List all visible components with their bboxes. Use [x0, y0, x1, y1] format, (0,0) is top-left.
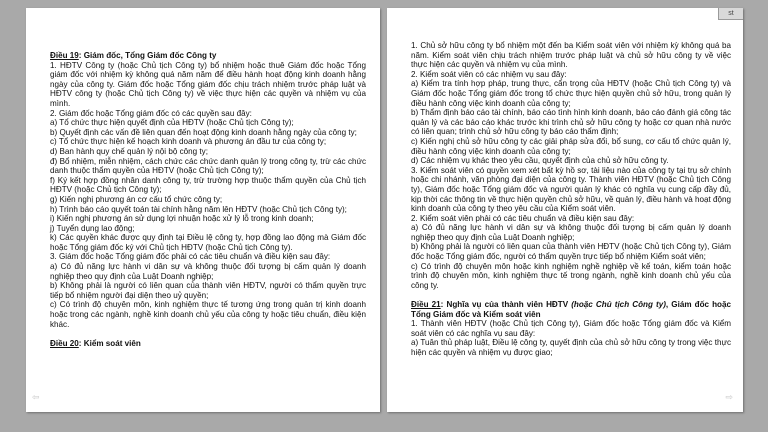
paragraph-line: 3. Kiểm soát viên có quyền xem xét bất kỳ hồ sơ, tài liệu nào của công ty tại trụ sở chính hoặc chi nhánh, văn phòng đại diện của công ty. Thành viên HĐTV (hoặc Chủ tịch Công ty), Giám đốc hoặc Tổng giám đốc và người quản lý khác có nghĩa vụ cung cấp đầy đủ, kịp thời các thông tin về thực hiện quyền chủ sở hữu, về quản lý, điều hành và hoạt động kinh doanh của công ty theo yêu cầu của Kiểm soát viên.: [411, 165, 731, 214]
paragraph-line: c) Có trình độ chuyên môn hoặc kinh nghiệm nghề nghiệp về kế toán, kiểm toán hoặc trình độ chuyên môn, kinh nghiệm thực tế trong ngành, nghề kinh doanh chủ yếu của công ty.: [411, 261, 731, 290]
paragraph-line: b) Thẩm định báo cáo tài chính, báo cáo tình hình kinh doanh, báo cáo đánh giá công tác quản lý và các báo cáo khác trước khi trình chủ sở hữu công ty hoặc cơ quan nhà nước có liên quan; trình chủ sở hữu công ty báo cáo thẩm định;: [411, 108, 731, 137]
paragraph-line: a) Kiểm tra tính hợp pháp, trung thực, cẩn trọng của HĐTV (hoặc Chủ tịch Công ty) và Giám đốc hoặc Tổng giám đốc trong tổ chức thực hiện quyền chủ sở hữu, trong quản lý điều hành công việc kinh doanh của công ty;: [411, 79, 731, 108]
paragraph-line: c) Có trình độ chuyên môn, kinh nghiệm thực tế tương ứng trong quản trị kinh doanh hoặc trong các ngành, nghề kinh doanh chủ yếu của công ty hoặc tiêu chuẩn, điều kiện khác.: [50, 300, 366, 329]
paragraph-line: b) Quyết định các vấn đề liên quan đến hoạt động kinh doanh hằng ngày của công ty;: [50, 127, 357, 137]
paragraph-line: a) Có đủ năng lực hành vi dân sự và không thuộc đối tượng bị cấm quản lý doanh nghiệp theo quy định của Luật Doanh nghiệp;: [411, 223, 731, 242]
paragraph-line: a) Tổ chức thực hiện quyết định của HĐTV (hoặc Chủ tịch Công ty);: [50, 118, 294, 128]
article-20-body: [411, 41, 731, 290]
article-20-heading: [50, 339, 366, 349]
article-number: Điều 21: [411, 300, 441, 310]
paragraph-line: i) Kiến nghị phương án sử dụng lợi nhuận hoặc xử lý lỗ trong kinh doanh;: [50, 214, 314, 224]
article-title-rest: , Giám đốc hoặc Tổng Giám đốc và Kiểm soát viên: [411, 300, 732, 319]
heading-separator: :: [78, 51, 84, 60]
paragraph-line: h) Trình báo cáo quyết toán tài chính hằng năm lên HĐTV (hoặc Chủ tịch Công ty);: [50, 204, 347, 214]
paragraph-line: c) Tổ chức thực hiện kế hoạch kinh doanh và phương án đầu tư của công ty;: [50, 137, 327, 147]
article-number: Điều 20: [50, 338, 79, 348]
paragraph-line: đ) Bổ nhiệm, miễn nhiệm, cách chức các chức danh quản lý trong công ty, trừ các chức danh thuộc thẩm quyền của HĐTV (hoặc Chủ tịch Công ty);: [50, 156, 366, 176]
paragraph-line: b) Không phải là người có liên quan của thành viên HĐTV (hoặc Chủ tịch Công ty), Giám đốc hoặc Tổng giám đốc, người có thẩm quyền trực tiếp bổ nhiệm Kiểm soát viên;: [411, 242, 731, 262]
page-left-text: [50, 51, 366, 348]
previous-page-arrow-icon[interactable]: ⇦: [32, 392, 40, 402]
heading-separator: :: [78, 338, 84, 348]
paragraph-line: 2. Kiểm soát viên có các nhiệm vụ sau đây:: [411, 69, 567, 79]
paragraph-line: 3. Giám đốc hoặc Tổng giám đốc phải có các tiêu chuẩn và điều kiện sau đây:: [50, 252, 331, 262]
next-page-arrow-icon[interactable]: ⇨: [725, 392, 733, 402]
corner-tab[interactable]: st: [718, 8, 743, 20]
article-19-body: [50, 61, 366, 330]
article-21-body: [411, 319, 731, 357]
page-right-text: [411, 41, 731, 358]
article-title: Kiểm soát viên: [83, 338, 141, 348]
paragraph-line: 1. Thành viên HĐTV (hoặc Chủ tịch Công ty), Giám đốc hoặc Tổng giám đốc và Kiểm soát viên có các nghĩa vụ sau đây:: [411, 319, 731, 338]
paragraph-line: b) Không phải là người có liên quan của thành viên HĐTV, người có thẩm quyền trực tiếp bổ nhiệm người đại diện theo uỷ quyền;: [50, 281, 366, 300]
paragraph-line: 1. HĐTV Công ty (hoặc Chủ tịch Công ty) bổ nhiệm hoặc thuê Giám đốc hoặc Tổng giám đốc với nhiệm kỳ không quá năm năm để điều hành hoạt động kinh doanh hằng ngày của công ty. Giám đốc hoặc Tổng giám đốc chịu trách nhiệm trước pháp luật và HĐTV công ty (hoặc Chủ tịch Công ty) về việc thực hiện các quyền và nhiệm vụ của mình.: [50, 60, 366, 108]
heading-separator: :: [440, 300, 447, 310]
paragraph-line: 2. Giám đốc hoặc Tổng giám đốc có các quyền sau đây:: [50, 108, 252, 118]
document-page-left: [26, 8, 380, 412]
paragraph-line: 1. Chủ sở hữu công ty bổ nhiệm một đến ba Kiểm soát viên với nhiệm kỳ không quá ba năm. Kiểm soát viên chịu trách nhiệm trước pháp luật và chủ sở hữu công ty về việc thực hiện các quyền và nhiệm vụ của mình.: [411, 41, 731, 70]
paragraph-line: c) Kiến nghị chủ sở hữu công ty các giải pháp sửa đổi, bổ sung, cơ cấu tổ chức quản lý, điều hành công việc kinh doanh của công ty;: [411, 136, 731, 156]
article-number: Điều 19: [50, 51, 79, 60]
article-title: Nghĩa vụ của thành viên HĐTV: [446, 300, 572, 310]
paragraph-line: j) Tuyển dụng lao động;: [50, 223, 135, 233]
paragraph-line: g) Kiến nghị phương án cơ cấu tổ chức công ty;: [50, 194, 223, 204]
paragraph-line: d) Các nhiệm vụ khác theo yêu cầu, quyết định của chủ sở hữu công ty.: [411, 156, 669, 166]
paragraph-line: a) Tuân thủ pháp luật, Điều lệ công ty, quyết định của chủ sở hữu công ty trong việc thực hiện các quyền và nhiệm vụ được giao;: [411, 338, 731, 357]
article-title: Giám đốc, Tổng Giám đốc Công ty: [83, 51, 217, 60]
paragraph-line: k) Các quyền khác được quy định tại Điều lệ công ty, hợp đồng lao động mà Giám đốc hoặc Tổng giám đốc ký với Chủ tịch HĐTV (hoặc Chủ tịch Công ty).: [50, 233, 366, 252]
article-19-heading: [50, 51, 366, 61]
paragraph-line: f) Ký kết hợp đồng nhân danh công ty, trừ trường hợp thuộc thẩm quyền của Chủ tịch HĐTV (hoặc Chủ tịch Công ty);: [50, 175, 366, 195]
article-title-italic: (hoặc Chủ tịch Công ty): [571, 300, 666, 310]
paragraph-line: 2. Kiểm soát viên phải có các tiêu chuẩn và điều kiện sau đây:: [411, 213, 635, 223]
article-21-heading: [411, 300, 731, 319]
document-page-right: [387, 8, 743, 412]
paragraph-line: a) Có đủ năng lực hành vi dân sự và không thuộc đối tượng bị cấm quản lý doanh nghiệp theo quy định của Luật Doanh nghiệp;: [50, 262, 366, 281]
paragraph-line: d) Ban hành quy chế quản lý nội bộ công ty;: [50, 146, 208, 156]
